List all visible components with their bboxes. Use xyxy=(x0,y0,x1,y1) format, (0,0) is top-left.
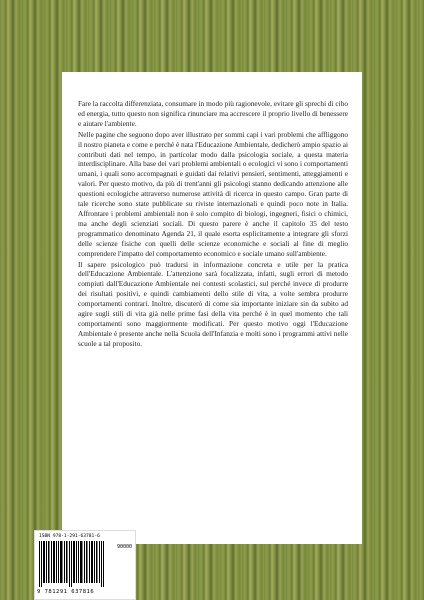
blurb-paragraph-1: Fare la raccolta differenziata, consumare in modo più ragionevole, evitare gli sprechi di cibo ed energia, tutto questo non significa rinunciare ma accrescere il proprio livello di benessere e aiutare l'ambiente. xyxy=(78,99,348,128)
isbn-barcode xyxy=(34,530,136,600)
barcode-digits: 9 781291 637816 xyxy=(37,589,95,595)
barcode-bars xyxy=(39,541,105,587)
price-code: 90000 xyxy=(116,544,132,550)
blurb-paragraph-2: Nelle pagine che seguono dopo aver illustrato per sommi capi i vari problemi che affliggono il nostro pianeta e come e perché è nata l'Educazione Ambientale, dedicherò ampio spazio ai contributi dati nel tempo, in particolar modo dalla psicologia sociale, a questa materia interdisciplinare. Alla base dei vari problemi ambientali o ecologici vi sono i comportamenti umani, i quali sono accompagnati e guidati dai relativi pensieri, sentimenti, atteggiamenti e valori. Per questo motivo, da più di trent'anni gli psicologi stanno dedicando attenzione alle questioni ecologiche attraverso numerose attività di ricerca in questo campo. Gran parte di tale ricerche sono state pubblicate su riviste internazionali e quindi poco note in Italia. Affrontare i problemi ambientali non è solo compito di biologi, ingegneri, fisici o chimici, ma anche degli scienziati sociali. Di questo parere è anche il capitolo 35 del testo programmatico denominato Agenda 21, il quale esorta esplicitamente a integrare gli sforzi delle scienze fisiche con quelli delle scienze economiche e sociali al fine di meglio comprendere l'impatto del comportamento economico e sociale umano sull'ambiente. xyxy=(78,129,348,258)
isbn-label: ISBN 978-1-291-63781-6 xyxy=(39,534,100,539)
back-cover-text-panel xyxy=(37,72,362,595)
blurb-text xyxy=(78,99,348,350)
blurb-paragraph-3: Il sapere psicologico può tradursi in informazione concreta e utile per la pratica dell'Educazione Ambientale. L'attenzione sarà focalizzata, infatti, sugli errori di metodo compiuti dall'Educazione Ambientale nei contesti scolastici, sul perché invece di produrre dei risultati positivi, e quindi cambiamenti dello stile di vita, a volte sembra produrre comportamenti contrari. Inoltre, discuterò di come sia importante iniziare sin da subito ad agire sugli stili di vita già nelle prime fasi della vita perché è in quel momento che tali comportamenti sono maggiormente modificati. Per questo motivo oggi l'Educazione Ambientale è presente anche nella Scuola dell'Infanzia e molti sono i programmi attivi nelle scuole a tal proposito. xyxy=(78,259,348,348)
